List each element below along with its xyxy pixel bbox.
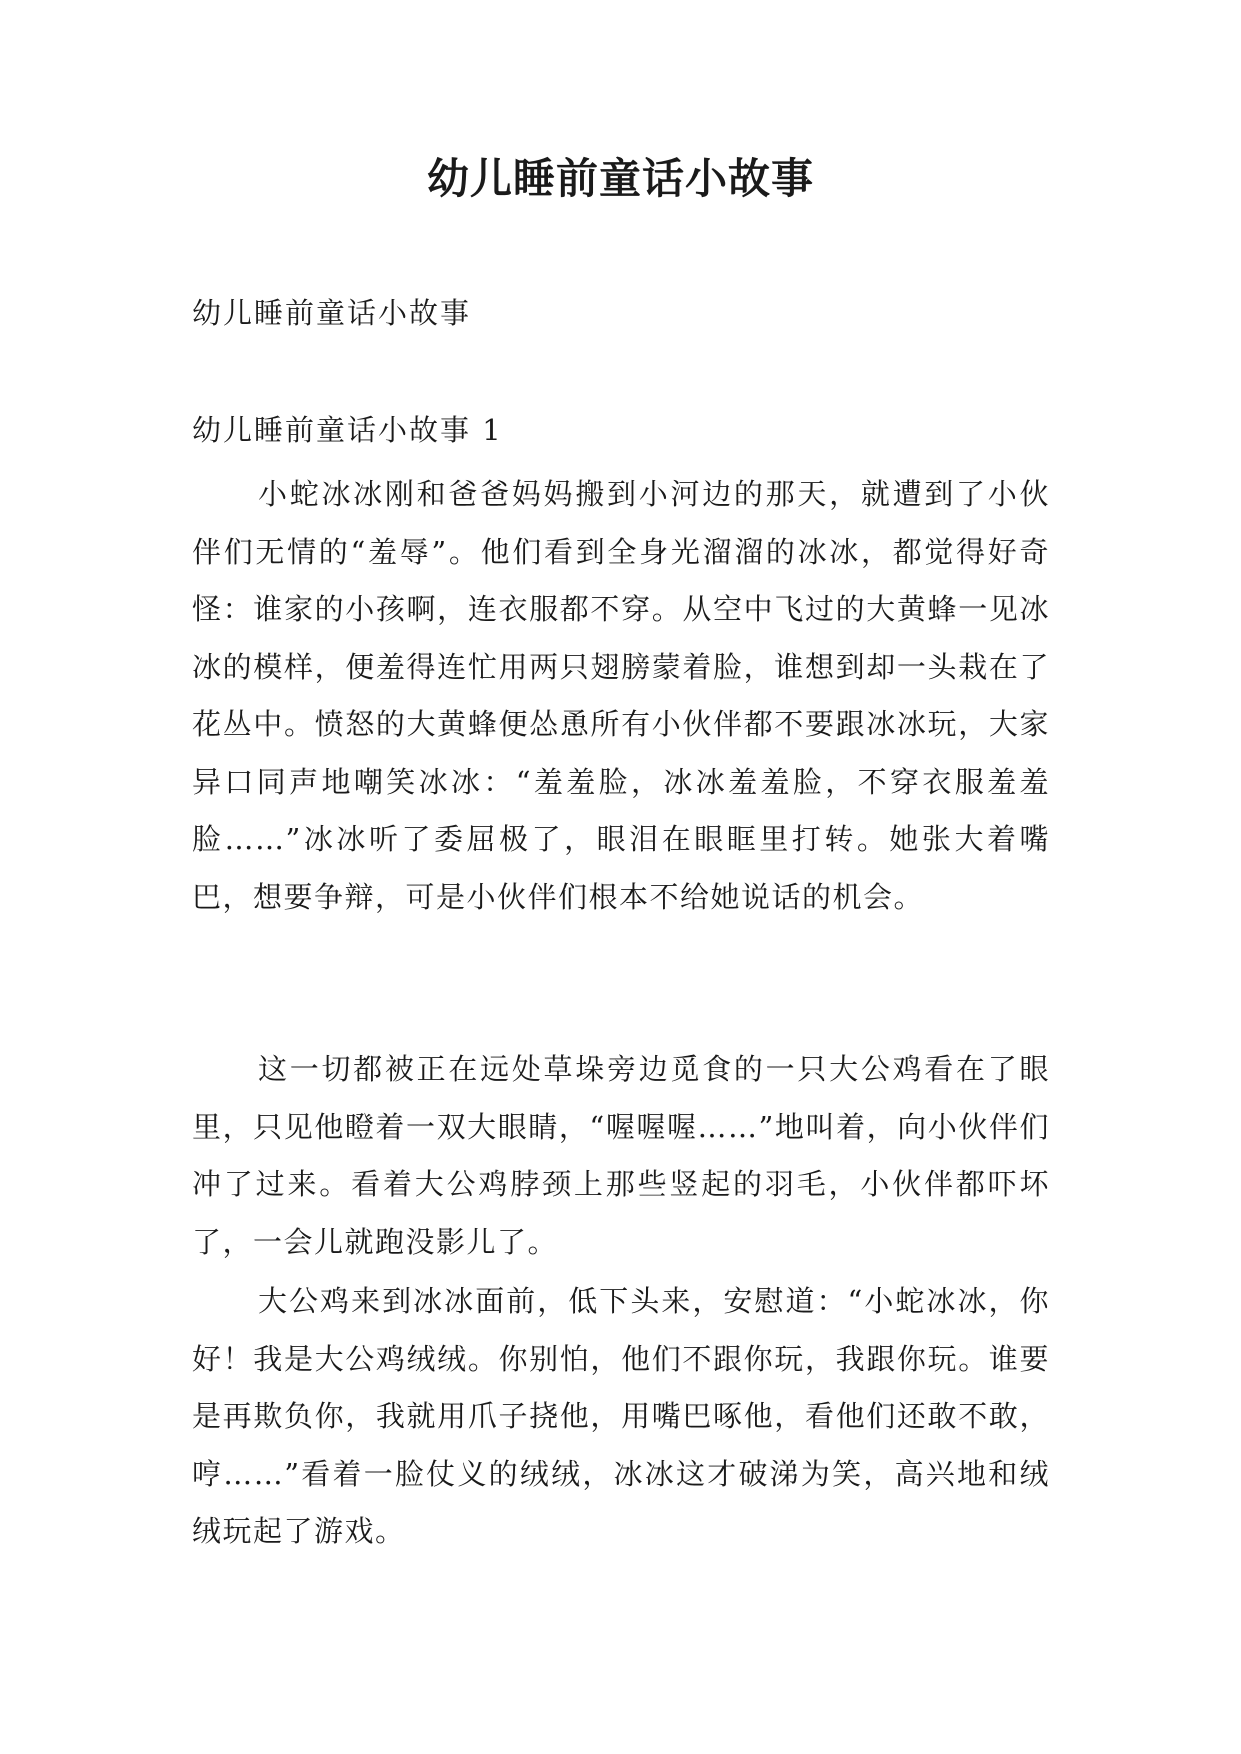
document-subtitle: 幼儿睡前童话小故事 bbox=[192, 296, 472, 330]
story-paragraph-3: 大公鸡来到冰冰面前，低下头来，安慰道：“小蛇冰冰，你好！我是大公鸡绒绒。你别怕，他们不跟你玩，我跟你玩。谁要是再欺负你，我就用爪子挠他，用嘴巴啄他，看他们还敢不敢，哼……”看着一脸仗义的绒绒，冰冰这才破涕为笑，高兴地和绒绒玩起了游戏。 bbox=[192, 1284, 1050, 1548]
document-title: 幼儿睡前童话小故事 bbox=[426, 154, 814, 203]
section-heading: 幼儿睡前童话小故事 1 bbox=[192, 413, 503, 447]
story-paragraph-1: 小蛇冰冰刚和爸爸妈妈搬到小河边的那天，就遭到了小伙伴们无情的“羞辱”。他们看到全身光溜溜的冰冰，都觉得好奇怪：谁家的小孩啊，连衣服都不穿。从空中飞过的大黄蜂一见冰冰的模样，便羞得连忙用两只翅膀蒙着脸，谁想到却一头栽在了花丛中。愤怒的大黄蜂便怂恿所有小伙伴都不要跟冰冰玩，大家异口同声地嘲笑冰冰：“羞羞脸，冰冰羞羞脸，不穿衣服羞羞脸……”冰冰听了委屈极了，眼泪在眼眶里打转。她张大着嘴巴，想要争辩，可是小伙伴们根本不给她说话的机会。 bbox=[192, 477, 1050, 914]
story-paragraph-2: 这一切都被正在远处草垛旁边觅食的一只大公鸡看在了眼里，只见他瞪着一双大眼睛，“喔喔喔……”地叫着，向小伙伴们冲了过来。看着大公鸡脖颈上那些竖起的羽毛，小伙伴都吓坏了，一会儿就跑没影儿了。 bbox=[192, 1052, 1050, 1259]
